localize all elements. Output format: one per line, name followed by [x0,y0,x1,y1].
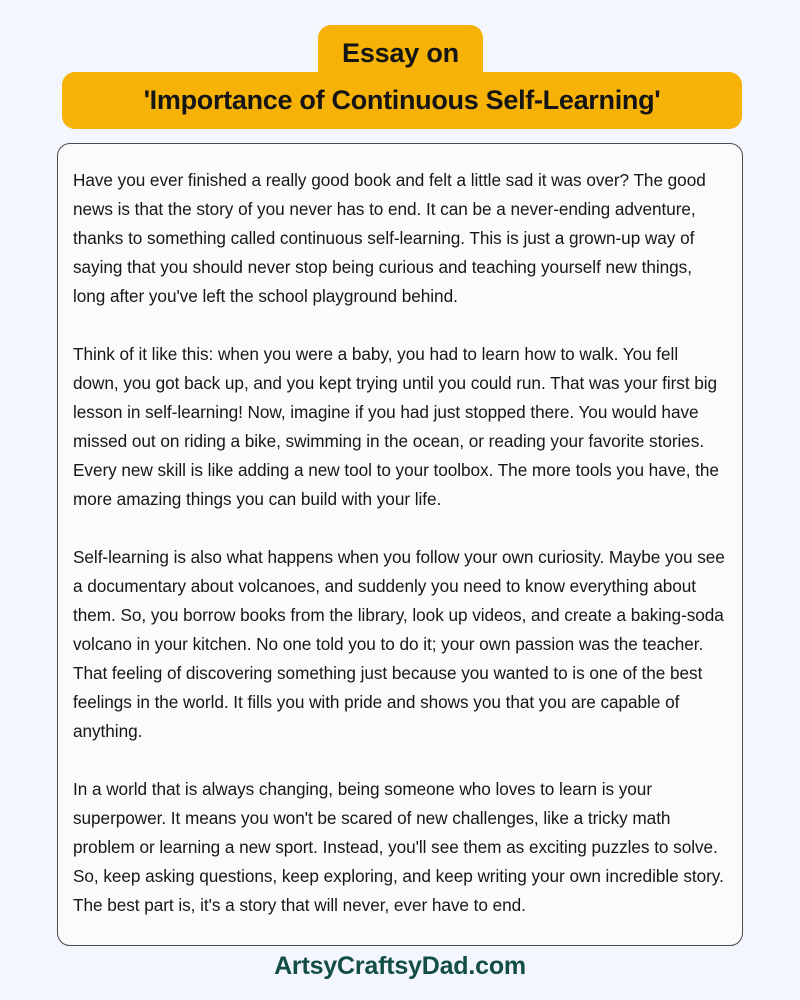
essay-card [57,143,743,946]
page-title: 'Importance of Continuous Self-Learning' [143,85,661,115]
header-tab-label: Essay on [342,37,459,68]
essay-body [73,166,728,920]
essay-header-banner [0,0,800,143]
header-tab [318,25,483,81]
footer-brand-label: ArtsyCraftsyDad.com [274,952,526,980]
essay-paragraph: In a world that is always changing, being someone who loves to learn is your superpower. It means you won't be scared of new challenges, like a tricky math problem or learning a new sport. Instead, you'll see them as exciting puzzles to solve. So, keep asking questions, keep exploring, and keep writing your own incredible story. The best part is, it's a story that will never, ever have to end. [73,779,724,915]
footer [0,952,800,981]
essay-paragraph: Have you ever finished a really good book and felt a little sad it was over? The good news is that the story of you never has to end. It can be a never-ending adventure, thanks to something called continuous self-learning. This is just a grown-up way of saying that you should never stop being curious and teaching yourself new things, long after you've left the school playground behind. [73,170,706,306]
essay-paragraph: Think of it like this: when you were a baby, you had to learn how to walk. You fell down, you got back up, and you kept trying until you could run. That was your first big lesson in self-learning! Now, imagine if you had just stopped there. You would have missed out on riding a bike, swimming in the ocean, or reading your favorite stories. Every new skill is like adding a new tool to your toolbox. The more tools you have, the more amazing things you can build with your life. [73,344,719,509]
essay-paragraph: Self-learning is also what happens when you follow your own curiosity. Maybe you see a documentary about volcanoes, and suddenly you need to know everything about them. So, you borrow books from the library, look up videos, and create a baking-soda volcano in your kitchen. No one told you to do it; your own passion was the teacher. That feeling of discovering something just because you wanted to is one of the best feelings in the world. It fills you with pride and shows you that you are capable of anything. [73,547,725,741]
